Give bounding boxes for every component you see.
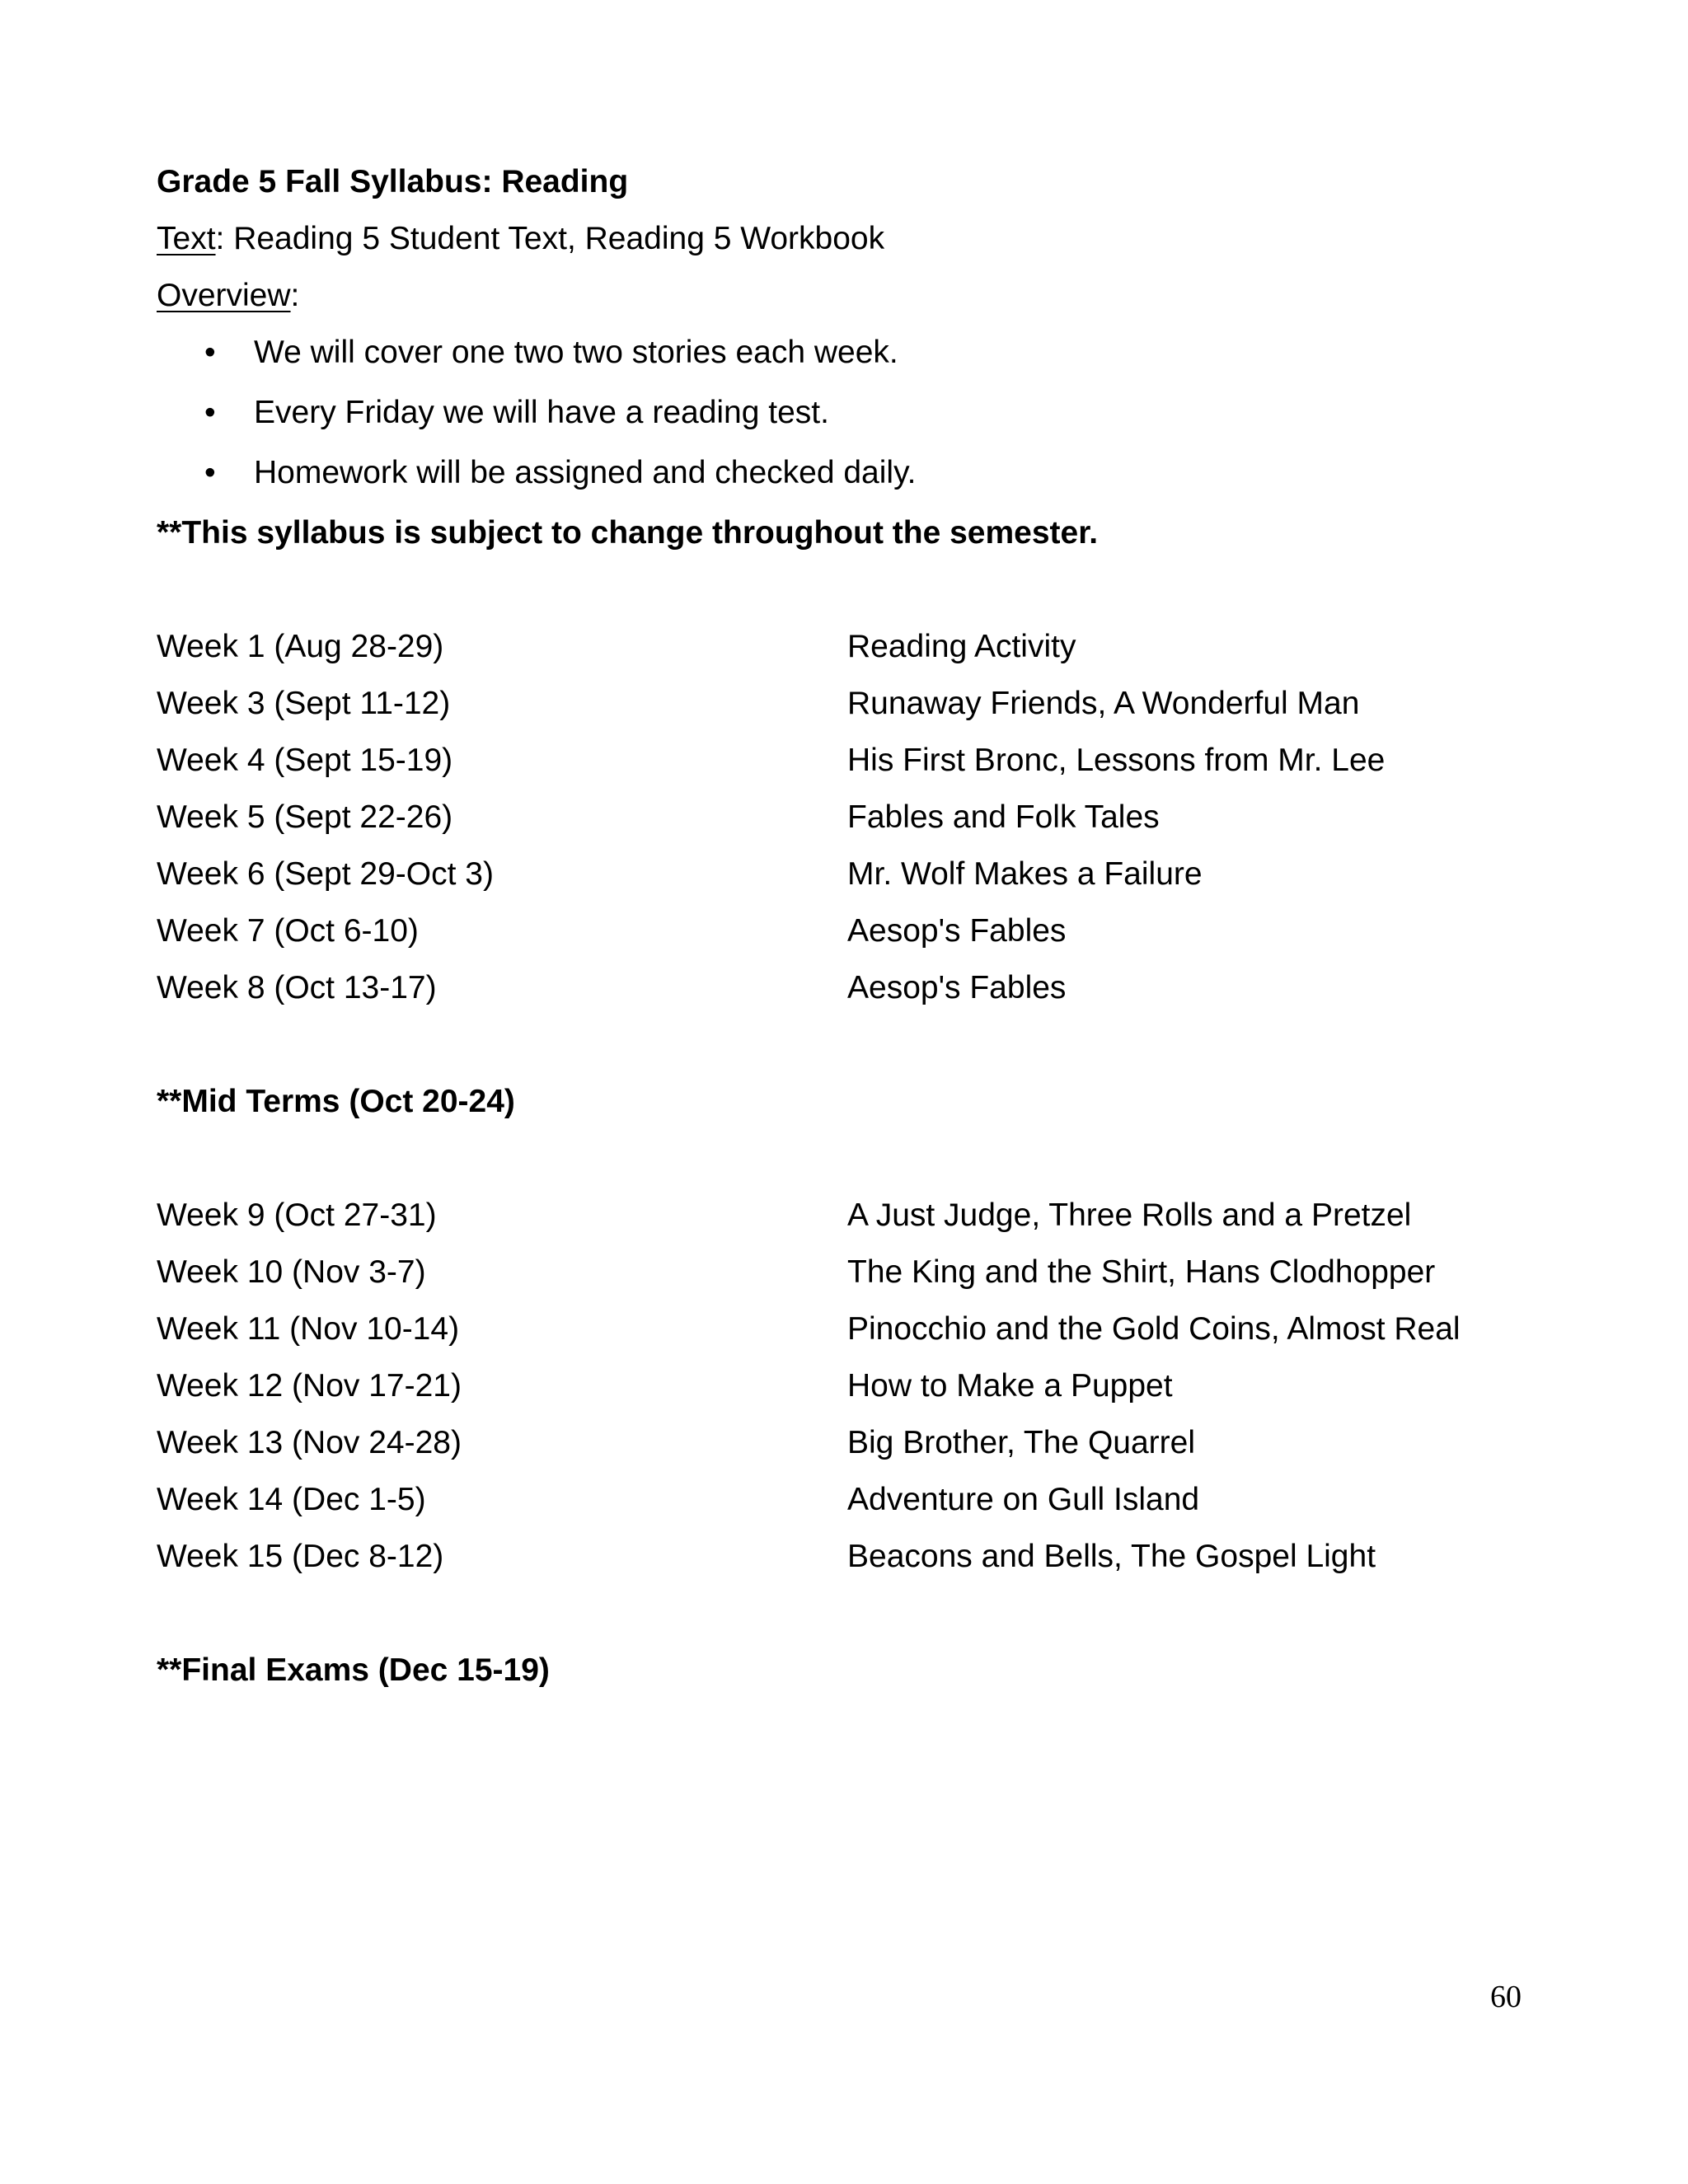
- schedule-row: [157, 1187, 1541, 1244]
- finals-heading: **Final Exams (Dec 15-19): [157, 1652, 550, 1688]
- week-cell: Week 5 (Sept 22-26): [157, 799, 453, 835]
- spacer: [157, 561, 1541, 618]
- week-cell: Week 6 (Sept 29-Oct 3): [157, 856, 494, 892]
- story-cell: Mr. Wolf Makes a Failure: [847, 856, 1203, 892]
- midterms-heading: **Mid Terms (Oct 20-24): [157, 1084, 515, 1119]
- week-cell: Week 12 (Nov 17-21): [157, 1368, 462, 1404]
- overview-item: [157, 324, 1541, 384]
- schedule-second-half: [157, 1187, 1541, 1585]
- schedule-row: [157, 1244, 1541, 1301]
- overview-item-text: Every Friday we will have a reading test.: [254, 395, 829, 430]
- overview-item: [157, 384, 1541, 444]
- schedule-row: [157, 1414, 1541, 1471]
- overview-label: Overview: [157, 278, 291, 313]
- overview-item-text: Homework will be assigned and checked daily.: [254, 455, 917, 490]
- overview-item: [157, 444, 1541, 504]
- schedule-row: [157, 1301, 1541, 1357]
- story-cell: Aesop's Fables: [847, 970, 1067, 1005]
- week-cell: Week 7 (Oct 6-10): [157, 913, 419, 949]
- story-cell: A Just Judge, Three Rolls and a Pretzel: [847, 1197, 1412, 1233]
- overview-line: [157, 267, 1541, 324]
- week-cell: Week 15 (Dec 8-12): [157, 1539, 444, 1574]
- week-cell: Week 13 (Nov 24-28): [157, 1425, 462, 1460]
- schedule-row: [157, 789, 1541, 846]
- story-cell: How to Make a Puppet: [847, 1368, 1173, 1404]
- story-cell: Beacons and Bells, The Gospel Light: [847, 1539, 1376, 1574]
- overview-list: [157, 324, 1541, 504]
- story-cell: Runaway Friends, A Wonderful Man: [847, 686, 1360, 721]
- week-cell: Week 3 (Sept 11-12): [157, 686, 451, 721]
- story-cell: Adventure on Gull Island: [847, 1482, 1200, 1517]
- week-cell: Week 4 (Sept 15-19): [157, 743, 453, 778]
- story-cell: His First Bronc, Lessons from Mr. Lee: [847, 743, 1386, 778]
- bullet-icon: •: [204, 455, 216, 490]
- schedule-row: [157, 1471, 1541, 1528]
- story-cell: Reading Activity: [847, 629, 1076, 664]
- change-notice: **This syllabus is subject to change throughout the semester.: [157, 515, 1099, 551]
- week-cell: Week 9 (Oct 27-31): [157, 1197, 437, 1233]
- spacer: [157, 1016, 1541, 1073]
- schedule-row: [157, 732, 1541, 789]
- schedule-first-half: [157, 618, 1541, 1016]
- schedule-row: [157, 1528, 1541, 1585]
- schedule-row: [157, 618, 1541, 675]
- story-cell: Big Brother, The Quarrel: [847, 1425, 1195, 1460]
- story-cell: Pinocchio and the Gold Coins, Almost Real: [847, 1311, 1461, 1347]
- schedule-row: [157, 959, 1541, 1016]
- syllabus-content: [157, 153, 1541, 1699]
- schedule-row: [157, 675, 1541, 732]
- text-line: [157, 210, 1541, 267]
- week-cell: Week 11 (Nov 10-14): [157, 1311, 460, 1347]
- spacer: [157, 1585, 1541, 1642]
- overview-item-text: We will cover one two two stories each week.: [254, 335, 898, 370]
- bullet-icon: •: [204, 335, 216, 370]
- text-label: Text: [157, 221, 216, 256]
- syllabus-title: Grade 5 Fall Syllabus: Reading: [157, 164, 629, 199]
- story-cell: Aesop's Fables: [847, 913, 1067, 949]
- bullet-icon: •: [204, 395, 216, 430]
- schedule-row: [157, 846, 1541, 902]
- week-cell: Week 8 (Oct 13-17): [157, 970, 437, 1005]
- spacer: [157, 1130, 1541, 1187]
- week-cell: Week 10 (Nov 3-7): [157, 1254, 426, 1290]
- story-cell: Fables and Folk Tales: [847, 799, 1160, 835]
- page-number: 60: [1490, 1980, 1522, 2014]
- overview-suffix: :: [290, 278, 300, 313]
- week-cell: Week 14 (Dec 1-5): [157, 1482, 426, 1517]
- text-value: : Reading 5 Student Text, Reading 5 Workbook: [215, 221, 885, 256]
- story-cell: The King and the Shirt, Hans Clodhopper: [847, 1254, 1436, 1290]
- schedule-row: [157, 1357, 1541, 1414]
- schedule-row: [157, 902, 1541, 959]
- week-cell: Week 1 (Aug 28-29): [157, 629, 444, 664]
